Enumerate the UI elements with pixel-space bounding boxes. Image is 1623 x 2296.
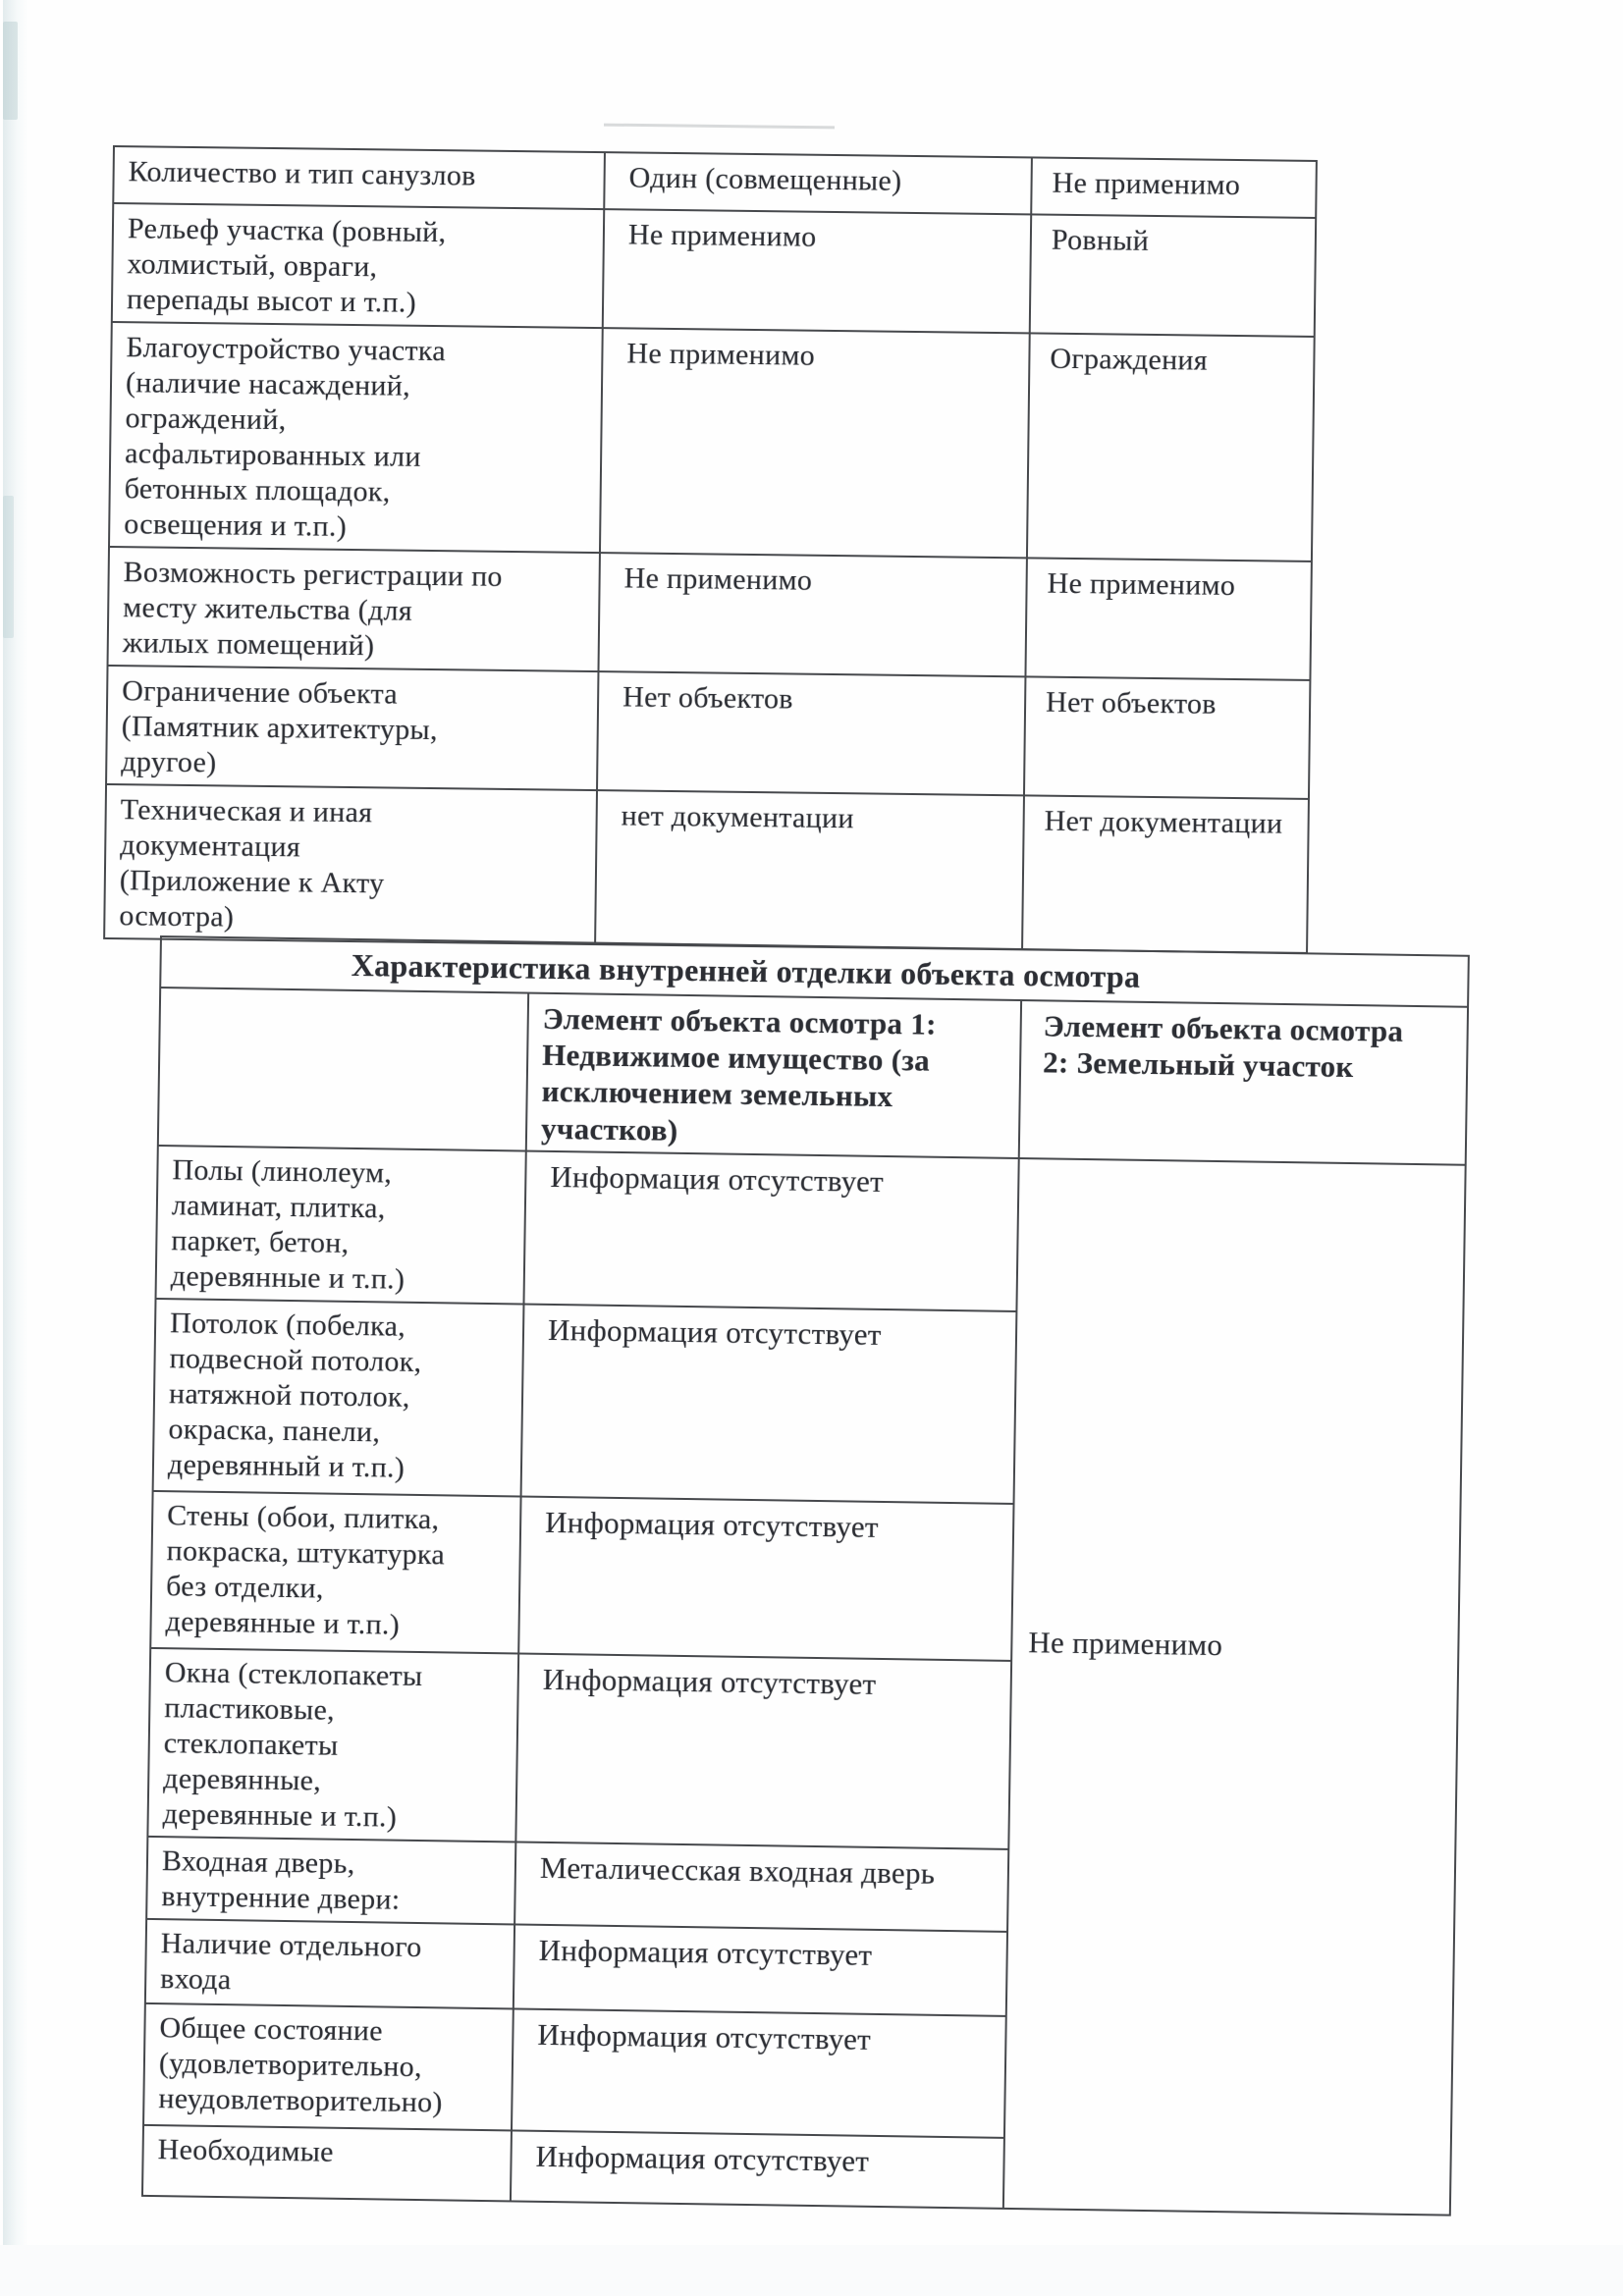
header-empty-cell: [158, 988, 528, 1150]
element1-value-cell: Один (совмещенные): [604, 152, 1032, 214]
element1-value-cell: Не применимо: [598, 553, 1026, 676]
parameter-cell: Общее состояние (удовлетворительно, неудовлетворительно): [143, 2003, 514, 2131]
element1-value-cell: нет документации: [595, 790, 1024, 949]
header-element1-cell: Элемент объекта осмотра 1: Недвижимое имущество (за исключением земельных участков): [526, 993, 1021, 1158]
element1-value-cell: Информация отсутствует: [521, 1304, 1017, 1503]
table-row: [156, 1146, 1466, 1318]
parameter-cell: Возможность регистрации по месту жительства (для жилых помещений): [108, 547, 600, 671]
element1-value-cell: Не применимо: [600, 328, 1030, 558]
element1-value-cell: Металичесская входная дверь: [514, 1842, 1008, 1931]
element1-value-cell: Информация отсутствует: [518, 1496, 1013, 1660]
parameter-cell: Техническая и иная документация (Приложение к Акту осмотра): [104, 784, 597, 944]
element1-value-cell: Информация отсутствует: [511, 2130, 1004, 2208]
parameter-cell: Окна (стеклопакеты пластиковые, стеклопакеты деревянные, деревянные и т.п.): [147, 1648, 518, 1842]
table-header-row: [158, 988, 1468, 1164]
element1-value-cell: Нет объектов: [597, 671, 1025, 795]
scan-edge-shadow: [3, 0, 28, 2296]
element1-value-cell: Информация отсутствует: [514, 1924, 1007, 2015]
element2-value-cell: Не применимо: [1031, 157, 1317, 218]
parameter-cell: Потолок (побелка, подвесной потолок, натяжной потолок, окраска, панели, деревянный и т.п.): [153, 1299, 524, 1497]
parameter-cell: Ограничение объекта (Памятник архитектуры, другое): [106, 666, 598, 790]
element2-value-cell: Ровный: [1030, 214, 1316, 337]
element2-merged-value-cell: Не применимо: [1003, 1158, 1466, 2216]
header-element2-cell: Элемент объекта осмотра 2: Земельный участок: [1019, 1000, 1468, 1164]
table-row: [108, 547, 1312, 680]
element2-value-cell: Нет объектов: [1024, 676, 1310, 799]
table-row: [112, 203, 1316, 337]
table-row: [104, 784, 1309, 953]
table-row: [106, 666, 1310, 799]
scan-smudge-artifact: [604, 124, 835, 130]
parameter-cell: Необходимые: [142, 2125, 512, 2202]
parameter-cell: Входная дверь, внутренние двери:: [146, 1837, 515, 1925]
element2-value-cell: Не применимо: [1025, 558, 1311, 680]
parameter-cell: Количество и тип санузлов: [113, 146, 605, 209]
element1-value-cell: Информация отсутствует: [512, 2008, 1006, 2137]
parameter-cell: Рельеф участка (ровный, холмистый, овраги, перепады высот и т.п.): [112, 203, 604, 328]
interior-finish-table: [141, 935, 1470, 2216]
parameter-cell: Полы (линолеум, ламинат, плитка, паркет, бетон, деревянные и т.п.): [156, 1146, 526, 1305]
element2-value-cell: Нет документации: [1022, 795, 1309, 953]
table-row: [109, 322, 1315, 561]
parameter-cell: Благоустройство участка (наличие насаждений, ограждений, асфальтированных или бетонных площадок, освещения и т.п.): [109, 322, 603, 553]
element1-value-cell: Информация отсутствует: [523, 1150, 1018, 1310]
parameter-cell: Стены (обои, плитка, покраска, штукатурка без отделки, деревянные и т.п.): [150, 1491, 520, 1654]
parameter-cell: Наличие отдельного входа: [145, 1919, 514, 2009]
table-title: Характеристика внутренней отделки объекта осмотра: [160, 936, 1469, 1007]
scan-bottom-shadow: [0, 2245, 1623, 2296]
object-parameters-table: [103, 145, 1318, 954]
element1-value-cell: Информация отсутствует: [515, 1653, 1011, 1848]
element1-value-cell: Не применимо: [603, 209, 1031, 333]
element2-value-cell: Ограждения: [1027, 333, 1315, 561]
object-parameters-table-wrapper: [103, 145, 1318, 954]
interior-finish-table-wrapper: [141, 935, 1470, 2216]
